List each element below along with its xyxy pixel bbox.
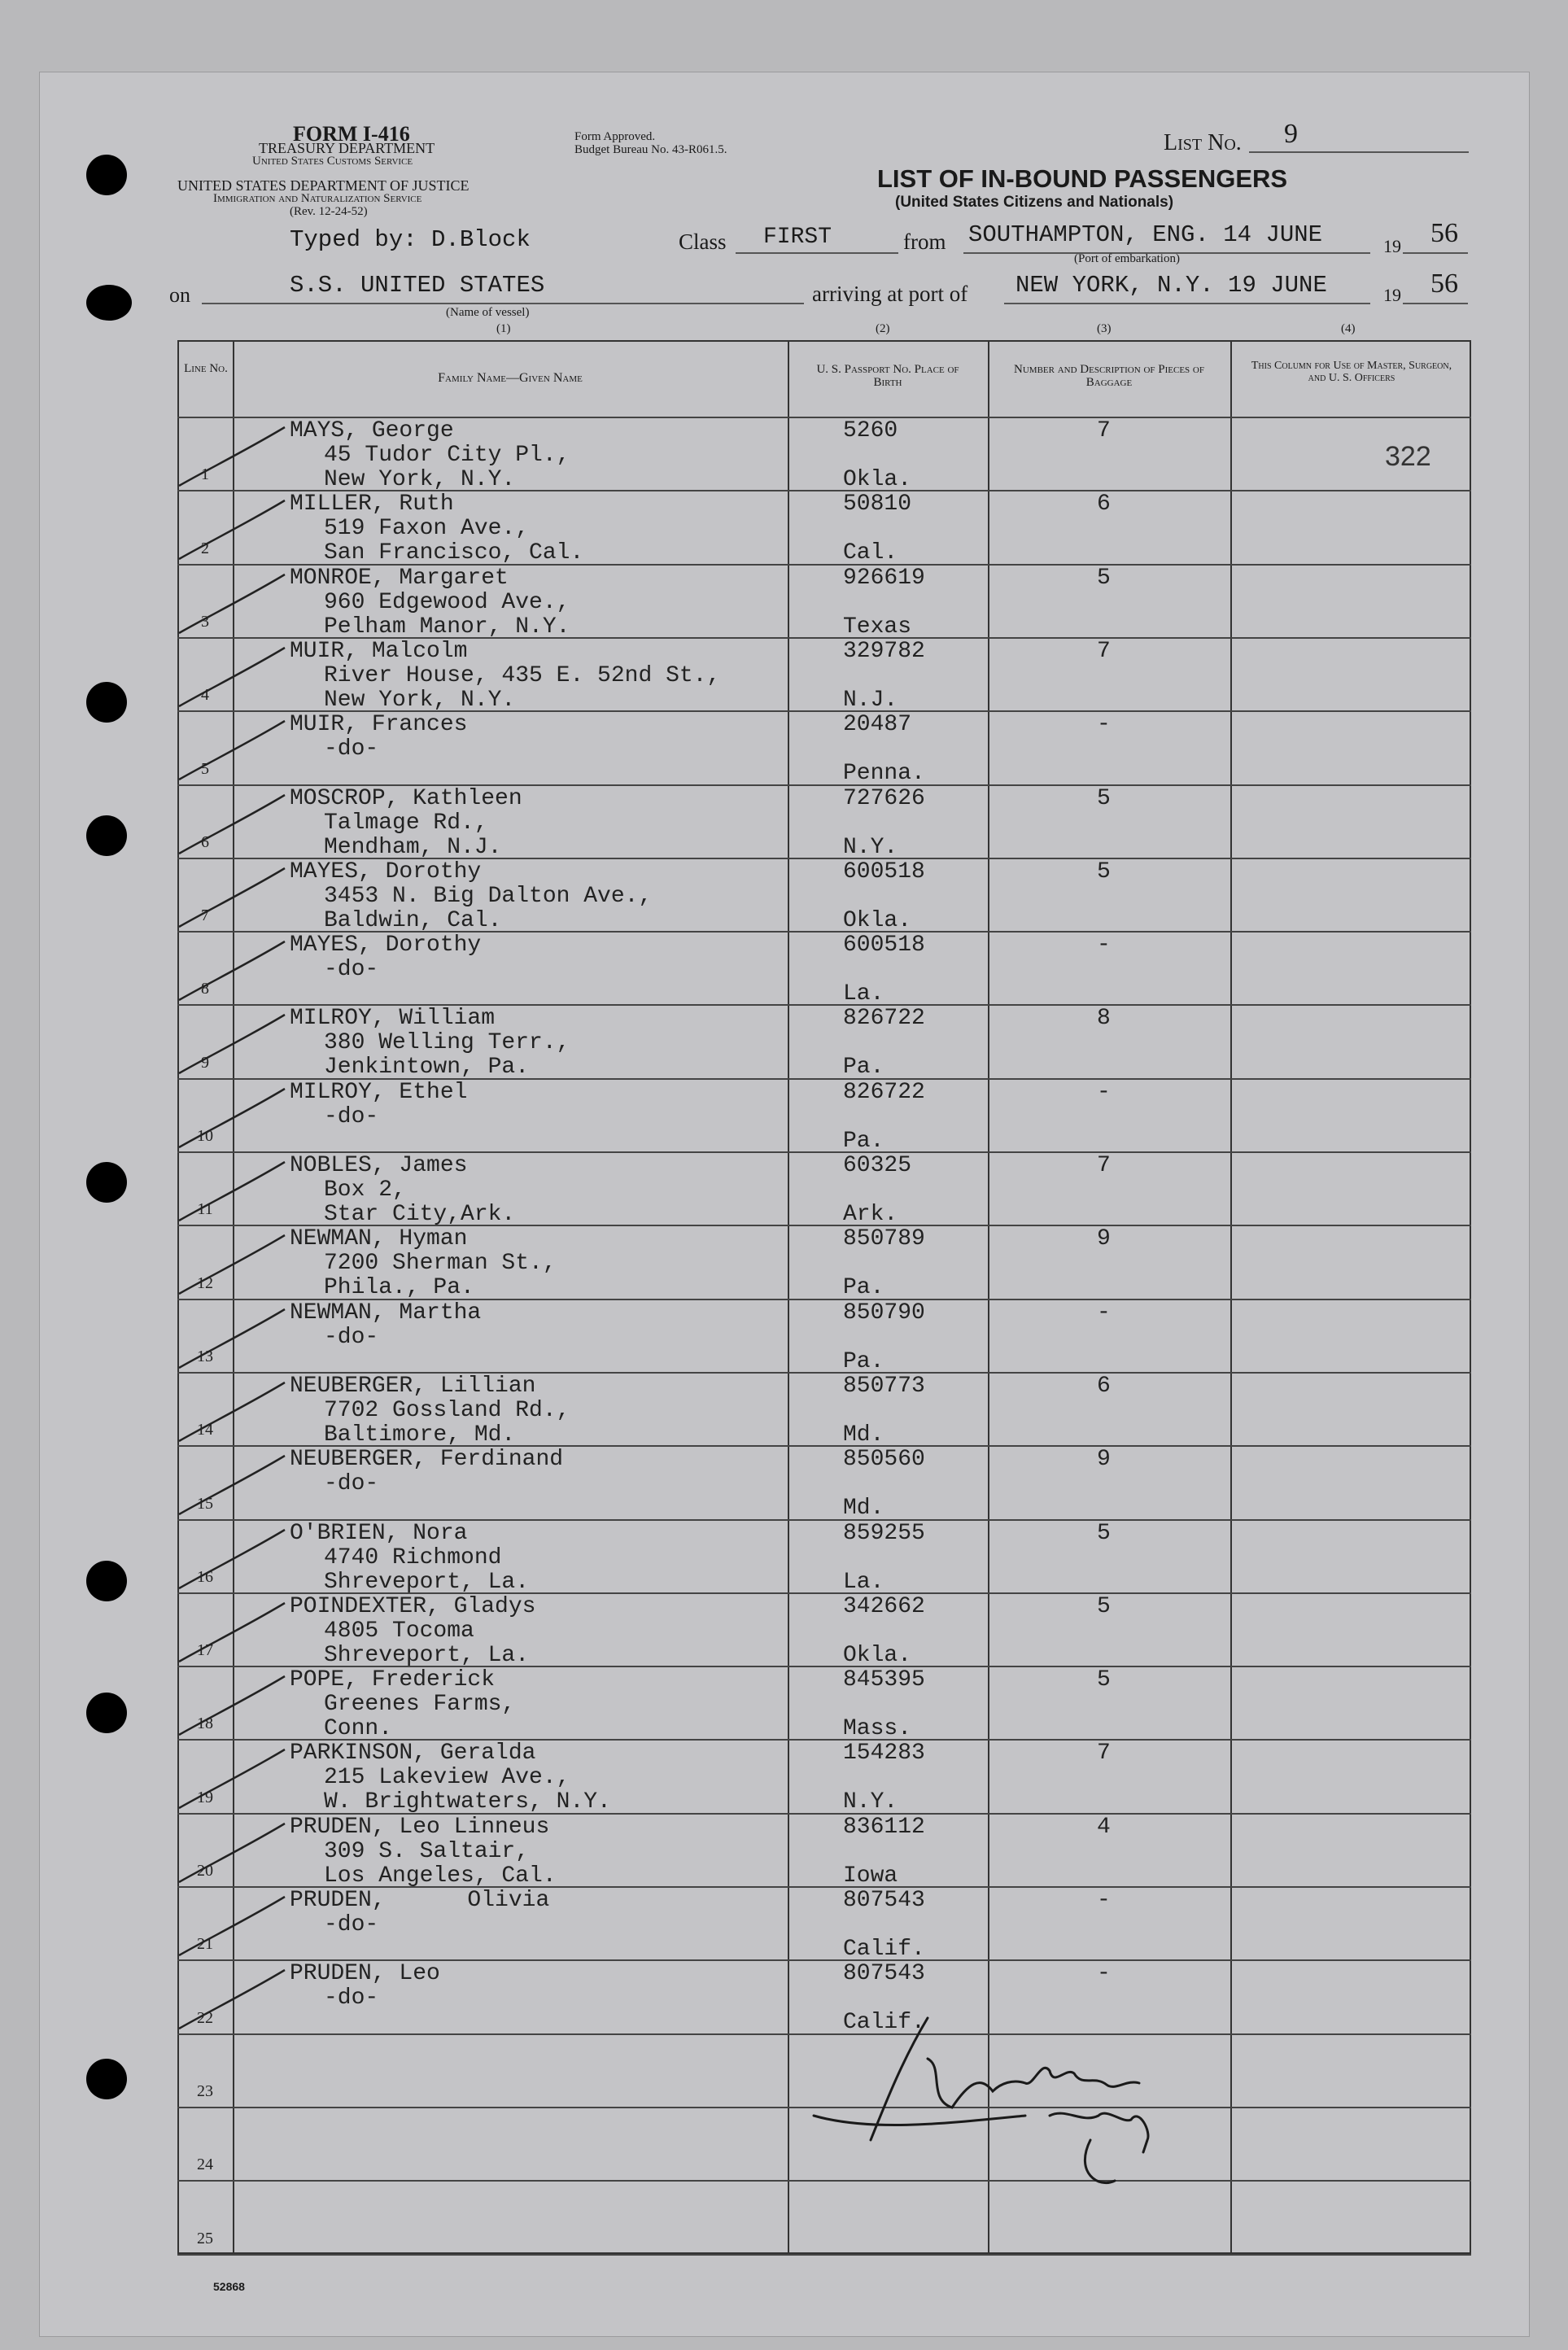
list-no-value: 9	[1284, 119, 1298, 149]
line-number: 24	[197, 2156, 213, 2174]
year-value-2: 56	[1430, 269, 1458, 299]
name-cell: MAYES, Dorothy	[290, 933, 482, 959]
year-prefix-1: 19	[1383, 236, 1401, 256]
line-number: 9	[201, 1053, 209, 1072]
check-mark	[175, 862, 289, 935]
col-2-number: (2)	[876, 322, 890, 335]
passport-number: 807543	[843, 1888, 925, 1913]
line-number: 25	[197, 2229, 213, 2247]
passport-number: 850560	[843, 1447, 925, 1473]
address-line-2: Conn.	[324, 1716, 393, 1742]
officer-note: 322	[1385, 441, 1431, 472]
arrival-underline	[1004, 303, 1370, 304]
line-number: 20	[197, 1862, 213, 1880]
approval-line-1: Form Approved.	[574, 130, 656, 143]
baggage-count: -	[1097, 1079, 1111, 1105]
check-mark	[175, 1376, 289, 1449]
check-mark	[175, 568, 289, 641]
baggage-count: 7	[1097, 1153, 1111, 1178]
baggage-count: 9	[1097, 1226, 1111, 1252]
arrival-port: NEW YORK, N.Y. 19 JUNE	[1015, 272, 1327, 299]
place-of-birth: Pa.	[843, 1128, 884, 1154]
address-line-2: Los Angeles, Cal.	[324, 1863, 557, 1889]
baggage-count: -	[1097, 1299, 1111, 1326]
punch-hole	[86, 682, 127, 723]
name-cell: NOBLES, James	[290, 1153, 468, 1178]
place-of-birth: Calif.	[843, 2010, 925, 2036]
baggage-count: 6	[1097, 491, 1111, 518]
header-line-no: Line No.	[184, 362, 228, 375]
name-cell: POPE, Frederick	[290, 1667, 496, 1693]
passport-number: 807543	[843, 1961, 925, 1987]
place-of-birth: Cal.	[843, 540, 898, 566]
line-number: 14	[197, 1421, 213, 1439]
list-no-label: List No.	[1164, 130, 1242, 155]
address-line-1: 960 Edgewood Ave.,	[324, 589, 570, 615]
year-underline-1	[1403, 252, 1468, 254]
address-line-2: Phila., Pa.	[324, 1275, 474, 1301]
place-of-birth: Texas	[843, 614, 912, 640]
passport-number: 836112	[843, 1814, 925, 1840]
arriving-label: arriving at port of	[812, 282, 968, 306]
line-number: 1	[201, 465, 209, 484]
place-of-birth: Penna.	[843, 761, 925, 787]
name-cell: O'BRIEN, Nora	[290, 1520, 468, 1546]
from-value: SOUTHAMPTON, ENG. 14 JUNE	[968, 221, 1323, 248]
passport-number: 20487	[843, 712, 912, 738]
form-number: FORM I-416	[293, 122, 410, 146]
place-of-birth: N.Y.	[843, 1789, 898, 1815]
name-cell: MUIR, Frances	[290, 712, 468, 738]
check-mark	[175, 714, 289, 788]
passport-number: 850773	[843, 1373, 925, 1399]
name-cell: MONROE, Margaret	[290, 565, 509, 591]
address-line-2: New York, N.Y.	[324, 467, 516, 492]
place-of-birth: Pa.	[843, 1348, 884, 1374]
address-line-1: River House, 435 E. 52nd St.,	[324, 662, 721, 688]
line-number: 19	[197, 1788, 213, 1806]
check-mark	[175, 1082, 289, 1155]
punch-hole	[86, 1162, 127, 1203]
address-line-1: -do-	[324, 1471, 379, 1497]
col-1-number: (1)	[496, 322, 511, 335]
baggage-count: -	[1097, 933, 1111, 959]
passport-number: 850789	[843, 1226, 925, 1252]
check-mark	[175, 1963, 289, 2037]
form-title: LIST OF IN-BOUND PASSENGERS	[877, 164, 1288, 193]
form-subtitle: (United States Citizens and Nationals)	[895, 194, 1174, 211]
passport-number: 926619	[843, 565, 925, 591]
check-mark	[175, 494, 289, 567]
passport-number: 859255	[843, 1520, 925, 1546]
from-label: from	[903, 229, 946, 254]
place-of-birth: N.J.	[843, 687, 898, 713]
place-of-birth: Mass.	[843, 1716, 912, 1742]
baggage-count: 5	[1097, 1667, 1111, 1693]
baggage-count: 5	[1097, 1593, 1111, 1619]
passport-number: 342662	[843, 1593, 925, 1619]
header-passport: U. S. Passport No. Place of Birth	[816, 363, 959, 389]
check-mark	[175, 1670, 289, 1743]
check-mark	[175, 788, 289, 862]
passport-number: 5260	[843, 418, 898, 443]
name-cell: PARKINSON, Geralda	[290, 1741, 536, 1767]
vessel-caption: (Name of vessel)	[446, 306, 530, 319]
line-number: 13	[197, 1347, 213, 1365]
check-mark	[175, 1008, 289, 1081]
check-mark	[175, 1449, 289, 1522]
baggage-count: 5	[1097, 785, 1111, 811]
check-mark	[175, 1597, 289, 1670]
check-mark	[175, 935, 289, 1008]
address-line-2: Baldwin, Cal.	[324, 907, 502, 933]
name-cell: NEUBERGER, Lillian	[290, 1373, 536, 1399]
passport-number: 727626	[843, 785, 925, 811]
col-divider	[788, 340, 789, 2254]
col-divider	[988, 340, 989, 2254]
check-mark	[175, 1303, 289, 1376]
name-cell: MOSCROP, Kathleen	[290, 785, 522, 811]
header-officer-use: This Column for Use of Master, Surgeon, and U. S. Officers	[1251, 360, 1452, 384]
place-of-birth: Md.	[843, 1496, 884, 1522]
baggage-count: -	[1097, 712, 1111, 738]
place-of-birth: Okla.	[843, 1642, 912, 1668]
line-number: 15	[197, 1494, 213, 1513]
line-number: 5	[201, 759, 209, 778]
address-line-2: San Francisco, Cal.	[324, 540, 584, 566]
place-of-birth: Md.	[843, 1422, 884, 1448]
year-prefix-2: 19	[1383, 285, 1401, 305]
place-of-birth: Okla.	[843, 467, 912, 492]
line-number: 8	[201, 980, 209, 998]
address-line-1: 4805 Tocoma	[324, 1618, 474, 1644]
address-line-2: Mendham, N.J.	[324, 834, 502, 860]
justice-dept: UNITED STATES DEPARTMENT OF JUSTICE	[177, 177, 470, 194]
line-number: 23	[197, 2081, 213, 2100]
address-line-2: Shreveport, La.	[324, 1642, 530, 1668]
row-divider	[177, 2254, 1471, 2256]
place-of-birth: La.	[843, 1569, 884, 1595]
address-line-1: Talmage Rd.,	[324, 810, 488, 836]
address-line-1: Box 2,	[324, 1177, 406, 1203]
punch-hole	[86, 815, 127, 856]
col-3-number: (3)	[1097, 322, 1112, 335]
passport-number: 600518	[843, 858, 925, 885]
name-cell: NEUBERGER, Ferdinand	[290, 1447, 564, 1473]
name-cell: PRUDEN, Leo	[290, 1961, 440, 1987]
ins-service: Immigration and Naturalization Service	[213, 192, 422, 205]
punch-hole	[86, 155, 127, 195]
name-cell: MILROY, Ethel	[290, 1079, 468, 1105]
punch-hole	[86, 2059, 127, 2099]
place-of-birth: Pa.	[843, 1275, 884, 1301]
baggage-count: 4	[1097, 1814, 1111, 1840]
address-line-2: Baltimore, Md.	[324, 1422, 516, 1448]
name-cell: MAYS, George	[290, 418, 454, 443]
address-line-2: Pelham Manor, N.Y.	[324, 614, 570, 640]
address-line-1: -do-	[324, 1103, 379, 1129]
name-cell: PRUDEN, Leo Linneus	[290, 1814, 550, 1840]
line-number: 2	[201, 539, 209, 557]
address-line-1: -do-	[324, 736, 379, 762]
name-cell: POINDEXTER, Gladys	[290, 1593, 536, 1619]
name-cell: MUIR, Malcolm	[290, 638, 468, 664]
list-no-underline	[1249, 151, 1469, 153]
line-number: 22	[197, 2008, 213, 2027]
address-line-1: 7702 Gossland Rd.,	[324, 1397, 570, 1423]
address-line-2: Jenkintown, Pa.	[324, 1055, 530, 1081]
baggage-count: -	[1097, 1961, 1111, 1987]
baggage-count: 7	[1097, 638, 1111, 664]
address-line-1: 7200 Sherman St.,	[324, 1251, 557, 1277]
name-cell: MILLER, Ruth	[290, 491, 454, 518]
place-of-birth: Pa.	[843, 1055, 884, 1081]
name-cell: NEWMAN, Hyman	[290, 1226, 468, 1252]
address-line-1: -do-	[324, 1912, 379, 1937]
line-number: 17	[197, 1641, 213, 1660]
year-value-1: 56	[1430, 218, 1458, 248]
baggage-count: 8	[1097, 1006, 1111, 1032]
address-line-1: -do-	[324, 1324, 379, 1350]
address-line-1: 3453 N. Big Dalton Ave.,	[324, 883, 653, 909]
address-line-1: 519 Faxon Ave.,	[324, 516, 530, 542]
address-line-2: New York, N.Y.	[324, 687, 516, 713]
address-line-1: 4740 Richmond	[324, 1544, 502, 1570]
port-embark-caption: (Port of embarkation)	[1074, 252, 1180, 265]
place-of-birth: La.	[843, 981, 884, 1007]
check-mark	[175, 1890, 289, 1963]
address-line-1: -do-	[324, 1985, 379, 2011]
vessel-name: S.S. UNITED STATES	[290, 272, 545, 299]
name-cell: NEWMAN, Martha	[290, 1299, 482, 1326]
passport-number: 826722	[843, 1006, 925, 1032]
line-number: 21	[197, 1935, 213, 1954]
baggage-count: 5	[1097, 1520, 1111, 1546]
vessel-underline	[202, 303, 804, 304]
baggage-count: 9	[1097, 1447, 1111, 1473]
place-of-birth: Ark.	[843, 1202, 898, 1227]
baggage-count: 5	[1097, 858, 1111, 885]
place-of-birth: Iowa	[843, 1863, 898, 1889]
form-code: 52868	[213, 2280, 245, 2293]
passport-number: 154283	[843, 1741, 925, 1767]
check-mark	[175, 1743, 289, 1816]
header-baggage: Number and Description of Pieces of Baggage	[1014, 363, 1204, 389]
name-cell: PRUDEN, Olivia	[290, 1888, 550, 1913]
check-mark	[175, 1817, 289, 1890]
check-mark	[175, 1155, 289, 1229]
passport-number: 845395	[843, 1667, 925, 1693]
baggage-count: -	[1097, 1888, 1111, 1913]
year-underline-2	[1403, 303, 1468, 304]
line-number: 16	[197, 1567, 213, 1586]
address-line-2: Shreveport, La.	[324, 1569, 530, 1595]
address-line-1: Greenes Farms,	[324, 1692, 516, 1718]
name-cell: MILROY, William	[290, 1006, 496, 1032]
check-mark	[175, 1229, 289, 1302]
class-label: Class	[679, 229, 727, 254]
punch-hole	[86, 1561, 127, 1601]
place-of-birth: Okla.	[843, 907, 912, 933]
passport-number: 60325	[843, 1153, 912, 1178]
place-of-birth: N.Y.	[843, 834, 898, 860]
customs-service: United States Customs Service	[252, 155, 413, 168]
baggage-count: 7	[1097, 418, 1111, 443]
punch-hole	[86, 285, 132, 321]
punch-hole	[86, 1693, 127, 1733]
line-number: 10	[197, 1127, 213, 1145]
address-line-1: 380 Welling Terr.,	[324, 1030, 570, 1056]
address-line-2: W. Brightwaters, N.Y.	[324, 1789, 611, 1815]
line-number: 4	[201, 686, 209, 705]
line-number: 7	[201, 906, 209, 925]
check-mark	[175, 421, 289, 494]
place-of-birth: Calif.	[843, 1937, 925, 1962]
treasury-dept: TREASURY DEPARTMENT	[259, 140, 435, 156]
address-line-1: 215 Lakeview Ave.,	[324, 1765, 570, 1791]
line-number: 12	[197, 1273, 213, 1292]
passport-number: 826722	[843, 1079, 925, 1105]
baggage-count: 6	[1097, 1373, 1111, 1399]
class-value: FIRST	[763, 225, 832, 250]
passport-number: 850790	[843, 1299, 925, 1326]
header-family-name: Family Name—Given Name	[438, 371, 583, 385]
passport-number: 50810	[843, 491, 912, 518]
baggage-count: 5	[1097, 565, 1111, 591]
address-line-1: 309 S. Saltair,	[324, 1838, 530, 1864]
class-underline	[736, 252, 898, 254]
line-number: 11	[197, 1200, 213, 1219]
baggage-count: 7	[1097, 1741, 1111, 1767]
signature	[806, 2010, 1245, 2205]
name-cell: MAYES, Dorothy	[290, 858, 482, 885]
col-divider	[1230, 340, 1232, 2254]
revision: (Rev. 12-24-52)	[290, 205, 368, 218]
line-number: 3	[201, 612, 209, 631]
approval-line-2: Budget Bureau No. 43-R061.5.	[574, 143, 727, 156]
typed-by: Typed by: D.Block	[290, 226, 531, 253]
check-mark	[175, 1523, 289, 1597]
on-label: on	[169, 283, 190, 307]
address-line-1: 45 Tudor City Pl.,	[324, 443, 570, 468]
check-mark	[175, 641, 289, 714]
address-line-2: Star City,Ark.	[324, 1202, 516, 1227]
address-line-1: -do-	[324, 957, 379, 983]
line-number: 6	[201, 832, 209, 851]
line-number: 18	[197, 1714, 213, 1733]
passport-number: 600518	[843, 933, 925, 959]
passport-number: 329782	[843, 638, 925, 664]
col-4-number: (4)	[1341, 322, 1356, 335]
